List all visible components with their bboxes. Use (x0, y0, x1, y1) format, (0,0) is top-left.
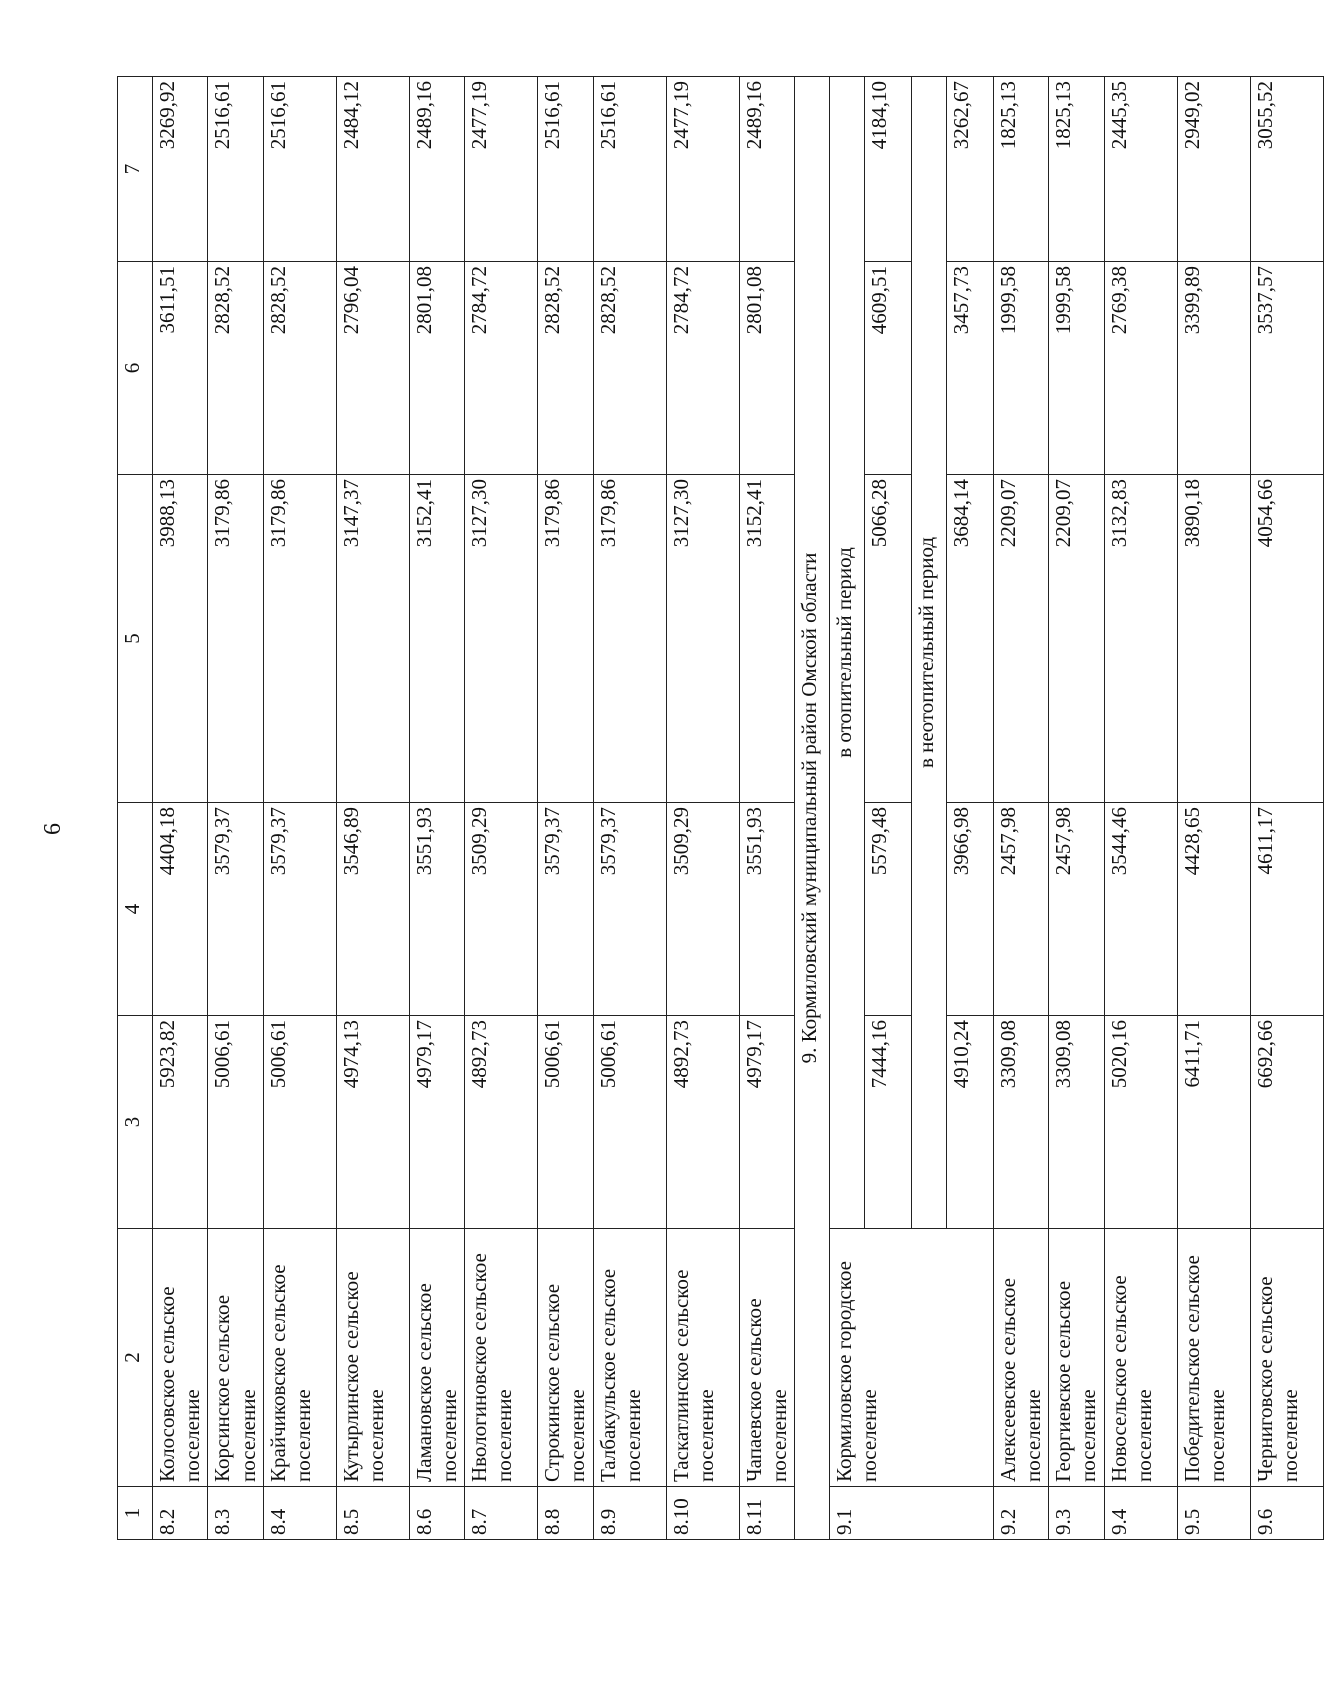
value-cell: 2445,35 (1104, 77, 1177, 262)
table-row (993, 77, 1048, 1540)
value-cell: 2769,38 (1104, 262, 1177, 475)
settlement-name: Талбакульское сельское поселение (593, 1229, 666, 1487)
value-cell: 2828,52 (538, 262, 593, 475)
value-cell: 3546,89 (336, 803, 409, 1016)
row-number: 8.6 (409, 1487, 464, 1540)
value-cell: 2209,07 (993, 475, 1048, 803)
value-cell: 2477,19 (465, 77, 538, 262)
value-cell: 4974,13 (336, 1016, 409, 1229)
value-cell: 4892,73 (465, 1016, 538, 1229)
table-row (263, 77, 336, 1540)
value-cell: 4428,65 (1177, 803, 1250, 1016)
row-number: 8.4 (263, 1487, 336, 1540)
column-number: 5 (118, 475, 153, 803)
value-cell: 3509,29 (666, 803, 739, 1016)
value-cell: 2489,16 (739, 77, 794, 262)
row-number: 9.3 (1049, 1487, 1104, 1540)
value-cell: 2457,98 (993, 803, 1048, 1016)
value-cell: 2784,72 (465, 262, 538, 475)
value-cell: 3269,92 (153, 77, 208, 262)
value-cell: 2796,04 (336, 262, 409, 475)
value-cell: 5006,61 (538, 1016, 593, 1229)
value-cell: 3579,37 (208, 803, 263, 1016)
value-cell: 2516,61 (263, 77, 336, 262)
value-cell: 2516,61 (208, 77, 263, 262)
value-cell: 6411,71 (1177, 1016, 1250, 1229)
value-cell: 4979,17 (739, 1016, 794, 1229)
value-cell: 2784,72 (666, 262, 739, 475)
settlement-name: Крайчиковское сельское поселение (263, 1229, 336, 1487)
row-number: 9.2 (993, 1487, 1048, 1540)
settlement-name: Строкинское сельское поселение (538, 1229, 593, 1487)
value-cell: 3127,30 (666, 475, 739, 803)
value-cell: 1999,58 (993, 262, 1048, 475)
table-row (153, 77, 208, 1540)
value-cell: 4910,24 (946, 1016, 993, 1229)
value-cell: 3147,37 (336, 475, 409, 803)
value-cell: 3611,51 (153, 262, 208, 475)
value-cell: 2801,08 (409, 262, 464, 475)
value-cell: 2489,16 (409, 77, 464, 262)
period-heading: в отопительный период (829, 77, 864, 1229)
section-title: 9. Кормиловский муниципальный район Омской области (794, 77, 829, 1540)
value-cell: 2457,98 (1049, 803, 1104, 1016)
value-cell: 2801,08 (739, 262, 794, 475)
settlement-name: Черниговское сельское поселение (1250, 1229, 1323, 1487)
row-number: 9.6 (1250, 1487, 1323, 1540)
value-cell: 3551,93 (409, 803, 464, 1016)
value-cell: 3537,57 (1250, 262, 1323, 475)
value-cell: 3399,89 (1177, 262, 1250, 475)
settlement-name: Чапаевское сельское поселение (739, 1229, 794, 1487)
value-cell: 3309,08 (1049, 1016, 1104, 1229)
settlement-name: Колосовское сельское поселение (153, 1229, 208, 1487)
rotated-table-wrapper (117, 77, 1302, 1540)
value-cell: 2209,07 (1049, 475, 1104, 803)
row-number: 9.4 (1104, 1487, 1177, 1540)
settlement-name: Новосельское сельское поселение (1104, 1229, 1177, 1487)
value-cell: 2949,02 (1177, 77, 1250, 262)
row-number: 8.8 (538, 1487, 593, 1540)
settlement-name: Таскатлинское сельское поселение (666, 1229, 739, 1487)
settlement-name: Кормиловское городское поселение (829, 1229, 993, 1487)
value-cell: 4609,51 (864, 262, 911, 475)
value-cell: 3179,86 (538, 475, 593, 803)
value-cell: 3262,67 (946, 77, 993, 262)
value-cell: 3509,29 (465, 803, 538, 1016)
table-row (739, 77, 794, 1540)
value-cell: 3544,46 (1104, 803, 1177, 1016)
value-cell: 1825,13 (993, 77, 1048, 262)
value-cell: 5923,82 (153, 1016, 208, 1229)
value-cell: 3179,86 (263, 475, 336, 803)
value-cell: 3890,18 (1177, 475, 1250, 803)
value-cell: 5006,61 (263, 1016, 336, 1229)
value-cell: 5006,61 (208, 1016, 263, 1229)
value-cell: 3684,14 (946, 475, 993, 803)
row-number: 8.2 (153, 1487, 208, 1540)
table-row (1104, 77, 1177, 1540)
column-number: 7 (118, 77, 153, 262)
value-cell: 2828,52 (593, 262, 666, 475)
value-cell: 4404,18 (153, 803, 208, 1016)
value-cell: 3152,41 (739, 475, 794, 803)
value-cell: 1999,58 (1049, 262, 1104, 475)
value-cell: 4054,66 (1250, 475, 1323, 803)
value-cell: 5579,48 (864, 803, 911, 1016)
row-number: 8.9 (593, 1487, 666, 1540)
value-cell: 2516,61 (538, 77, 593, 262)
value-cell: 4184,10 (864, 77, 911, 262)
row-number: 8.3 (208, 1487, 263, 1540)
settlement-name: Кутырлинское сельское поселение (336, 1229, 409, 1487)
value-cell: 3179,86 (593, 475, 666, 803)
value-cell: 2516,61 (593, 77, 666, 262)
value-cell: 1825,13 (1049, 77, 1104, 262)
settlement-name: Георгиевское сельское поселение (1049, 1229, 1104, 1487)
value-cell: 3457,73 (946, 262, 993, 475)
subsection-row (829, 77, 864, 1540)
table-row (593, 77, 666, 1540)
value-cell: 7444,16 (864, 1016, 911, 1229)
row-number: 9.1 (829, 1487, 993, 1540)
value-cell: 6692,66 (1250, 1016, 1323, 1229)
value-cell: 4892,73 (666, 1016, 739, 1229)
column-number: 3 (118, 1016, 153, 1229)
row-number: 9.5 (1177, 1487, 1250, 1540)
value-cell: 5066,28 (864, 475, 911, 803)
value-cell: 3551,93 (739, 803, 794, 1016)
table-row (1177, 77, 1250, 1540)
table-row (465, 77, 538, 1540)
value-cell: 3966,98 (946, 803, 993, 1016)
table-row (666, 77, 739, 1540)
row-number: 8.5 (336, 1487, 409, 1540)
row-number: 8.11 (739, 1487, 794, 1540)
settlement-name: Ламановское сельское поселение (409, 1229, 464, 1487)
table-row (208, 77, 263, 1540)
settlement-name: Алексеевское сельское поселение (993, 1229, 1048, 1487)
section-row (794, 77, 829, 1540)
table-row (1250, 77, 1323, 1540)
header-row (118, 77, 153, 1540)
table-row (409, 77, 464, 1540)
page-number: 6 (40, 823, 66, 835)
value-cell: 3127,30 (465, 475, 538, 803)
value-cell: 3055,52 (1250, 77, 1323, 262)
value-cell: 5006,61 (593, 1016, 666, 1229)
value-cell: 3152,41 (409, 475, 464, 803)
value-cell: 2828,52 (208, 262, 263, 475)
table-row (538, 77, 593, 1540)
column-number: 4 (118, 803, 153, 1016)
value-cell: 3132,83 (1104, 475, 1177, 803)
value-cell: 5020,16 (1104, 1016, 1177, 1229)
value-cell: 3179,86 (208, 475, 263, 803)
settlement-name: Победительское сельское поселение (1177, 1229, 1250, 1487)
tariff-table (117, 76, 1324, 1540)
value-cell: 4979,17 (409, 1016, 464, 1229)
value-cell: 3579,37 (263, 803, 336, 1016)
period-heading: в неотопительный период (911, 77, 946, 1229)
column-number: 2 (118, 1229, 153, 1487)
value-cell: 2828,52 (263, 262, 336, 475)
column-number: 1 (118, 1487, 153, 1540)
value-cell: 3579,37 (593, 803, 666, 1016)
value-cell: 2484,12 (336, 77, 409, 262)
value-cell: 3988,13 (153, 475, 208, 803)
row-number: 8.7 (465, 1487, 538, 1540)
table-row (1049, 77, 1104, 1540)
settlement-name: Корсинское сельское поселение (208, 1229, 263, 1487)
value-cell: 3309,08 (993, 1016, 1048, 1229)
value-cell: 2477,19 (666, 77, 739, 262)
column-number: 6 (118, 262, 153, 475)
row-number: 8.10 (666, 1487, 739, 1540)
settlement-name: Нвологиновское сельское поселение (465, 1229, 538, 1487)
table-row (336, 77, 409, 1540)
value-cell: 3579,37 (538, 803, 593, 1016)
value-cell: 4611,17 (1250, 803, 1323, 1016)
